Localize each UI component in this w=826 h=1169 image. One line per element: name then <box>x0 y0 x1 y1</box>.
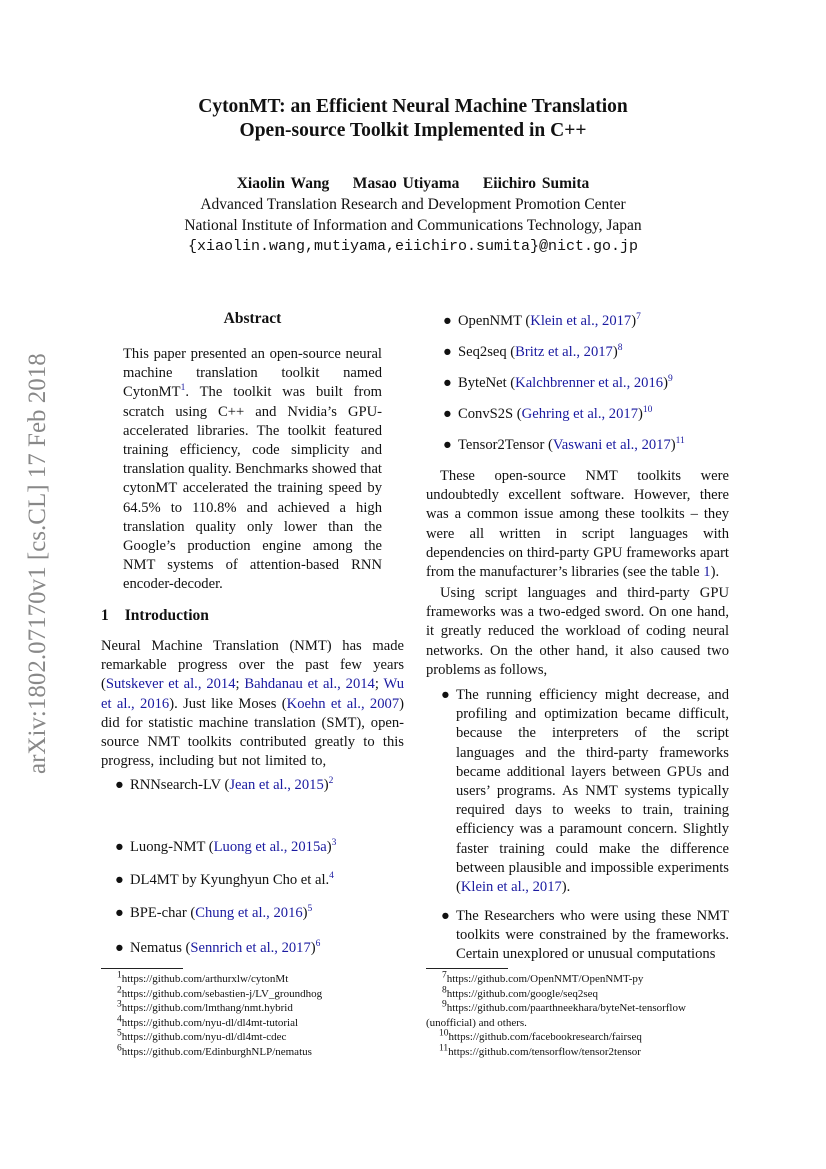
bullet-icon: ● <box>443 437 452 453</box>
text: ; <box>235 676 245 693</box>
footnote-ref[interactable]: 2 <box>328 776 334 787</box>
footnote <box>426 1001 729 1030</box>
affiliation-1: Advanced Translation Research and Development Promotion Center <box>200 196 626 213</box>
footnote <box>426 1030 729 1045</box>
footnote-url[interactable]: https://github.com/nyu-dl/dl4mt-cdec <box>121 1031 287 1044</box>
text: ) <box>326 839 332 855</box>
text: Tensor2Tensor ( <box>458 437 553 453</box>
text: ) <box>310 940 316 956</box>
footnote <box>117 1001 322 1016</box>
footnote-number: 1 <box>117 970 122 981</box>
footnote-number: 4 <box>117 1014 122 1025</box>
section-title: Introduction <box>124 607 209 624</box>
text: BPE-char ( <box>130 905 196 921</box>
text: OpenNMT ( <box>458 313 531 329</box>
footnote-number: 8 <box>442 984 447 995</box>
bullet-icon: ● <box>443 313 452 329</box>
abstract-part: . The toolkit was built from scratch using C++ and Nvidia’s GPU-accelerated libraries. The toolkit featured training efficiency, code simplicity and translation quality. Benchmarks showed that cytonMT accelerated the training speed by 64.5% to 110.8% and achieved a high translation quality only lower than the Google’s production engine among the NMT systems of attention-based RNN encoder-decoder. <box>123 384 382 593</box>
list-item-toolkit <box>443 374 673 393</box>
table-reference-link[interactable]: 1 <box>703 564 711 581</box>
list-item-toolkit <box>443 405 653 424</box>
text: The Researchers who were using these NMT toolkits were constrained by the frameworks. Certain unexplored or unusual computations <box>456 908 729 963</box>
text: ) <box>638 406 643 422</box>
bullet-icon: ● <box>443 375 452 391</box>
abstract-text <box>123 345 382 595</box>
footnote-ref[interactable]: 7 <box>636 312 641 323</box>
footnotes-left <box>117 972 322 1060</box>
bullet-icon: ● <box>115 872 124 888</box>
section-number: 1 <box>101 607 109 624</box>
footnote <box>117 972 322 987</box>
citation-link[interactable]: Kalchbrenner et al., 2016 <box>515 375 664 391</box>
text: Luong-NMT ( <box>130 839 214 855</box>
footnote-ref[interactable]: 10 <box>642 405 653 416</box>
abstract-part: This paper presented an open-source neural machine translation toolkit named CytonMT <box>123 346 382 401</box>
list-item-problem <box>441 686 729 897</box>
footnote-number: 7 <box>442 970 447 981</box>
footnote <box>117 984 323 1002</box>
list-item-toolkit <box>115 776 334 795</box>
author-block <box>0 173 826 257</box>
footnote-number: 6 <box>117 1043 122 1054</box>
list-item-toolkit <box>443 343 623 362</box>
affiliation-2: National Institute of Information and Communications Technology, Japan <box>184 217 642 234</box>
footnote-ref[interactable]: 9 <box>667 374 673 385</box>
text: ; <box>374 676 384 693</box>
text: ) did for statistic machine translation (SMT), open-source NMT toolkits contributed greatly to this progress, including but not limited to, <box>101 695 404 770</box>
text: Seq2seq ( <box>458 344 516 360</box>
text: ) <box>612 344 618 360</box>
list-item-toolkit <box>443 436 685 455</box>
paragraph <box>426 467 729 582</box>
footnote-url[interactable]: https://github.com/lmthang/nmt.hybrid <box>121 1002 293 1015</box>
footnotes-right <box>426 972 729 1060</box>
footnote-divider <box>101 968 183 969</box>
citation-link[interactable]: Britz et al., 2017 <box>515 344 613 360</box>
footnote <box>426 972 729 987</box>
footnote-url[interactable]: https://github.com/arthurxlw/cytonMt <box>121 973 289 985</box>
bullet-icon: ● <box>443 344 452 360</box>
footnote <box>426 984 729 1002</box>
text: ). <box>561 879 571 896</box>
citation-link[interactable]: Sutskever et al., 2014 <box>105 676 236 693</box>
footnote-url[interactable]: https://github.com/sebastien-j/LV_groundhog <box>121 987 323 1000</box>
text: The running efficiency might decrease, and profiling and optimization became difficult, because the interpreters of the script languages and the third-party frameworks became additional layers between GPUs and users’ programs. As NMT systems typically required days to weeks to train, training efficiency was a paramount concern. Slightly faster training could make the difference between plausible and impossible experiments ( <box>456 687 729 896</box>
author-names: Xiaolin Wang Masao Utiyama Eiichiro Sumita <box>236 175 590 192</box>
bullet-icon: ● <box>441 908 450 924</box>
citation-link[interactable]: Sennrich et al., 2017 <box>190 940 311 956</box>
paragraph: Using script languages and third-party GPU frameworks was a two-edged sword. On one hand, it greatly reduced the workload of coding neural networks. On the other hand, it also caused two problems as follows, <box>426 585 729 678</box>
citation-link[interactable]: Klein et al., 2017 <box>460 879 562 896</box>
footnote <box>426 1045 729 1060</box>
footnote-ref[interactable]: 6 <box>315 939 321 950</box>
text: Nematus ( <box>130 940 191 956</box>
citation-link[interactable]: Chung et al., 2016 <box>195 905 303 921</box>
list-item-toolkit <box>115 939 321 958</box>
text: ByteNet ( <box>458 375 516 391</box>
text: Neural Machine Translation (NMT) has made remarkable progress over the past few years ( <box>101 638 404 693</box>
text: ) <box>663 375 668 391</box>
text: ). Just like Moses ( <box>169 695 287 712</box>
bullet-icon: ● <box>115 940 124 956</box>
footnote-ref[interactable]: 4 <box>329 871 334 882</box>
bullet-icon: ● <box>441 687 450 703</box>
text: RNNsearch-LV ( <box>130 777 230 793</box>
footnote-url[interactable]: https://github.com/OpenNMT/OpenNMT-py <box>446 973 644 985</box>
list-item-toolkit <box>115 838 337 857</box>
bullet-icon: ● <box>115 839 124 855</box>
footnote-number: 11 <box>439 1043 449 1054</box>
bullet-icon: ● <box>115 905 124 921</box>
footnote-number: 10 <box>439 1028 449 1039</box>
text: ) <box>323 777 329 793</box>
arxiv-identifier: arXiv:1802.07170v1 [cs.CL] 17 Feb 2018 <box>24 353 51 774</box>
citation-link[interactable]: Bahdanau et al., 2014 <box>244 676 375 693</box>
author-emails: {xiaolin.wang,mutiyama,eiichiro.sumita}@nict.go.jp <box>187 238 639 255</box>
citation-link[interactable]: Klein et al., 2017 <box>530 313 632 329</box>
citation-link[interactable]: Jean et al., 2015 <box>229 777 324 793</box>
list-item-toolkit <box>443 312 641 331</box>
text: These open-source NMT toolkits were undoubtedly excellent software. However, there was a common issue among these toolkits – they were all written in script languages with dependencies on third-party GPU frameworks apart from the manufacturer’s libraries (see the table <box>426 468 729 581</box>
citation-link[interactable]: Koehn et al., 2007 <box>286 695 400 712</box>
footnote-divider <box>426 968 508 969</box>
footnote-ref[interactable]: 5 <box>307 904 313 915</box>
text: DL4MT by Kyunghyun Cho et al. <box>130 872 330 888</box>
citation-link[interactable]: Vaswani et al., 2017 <box>552 437 671 453</box>
footnote <box>117 1045 322 1060</box>
title-line-2: Open-source Toolkit Implemented in C++ <box>239 120 587 141</box>
text: ConvS2S ( <box>458 406 522 422</box>
footnote-ref[interactable]: 3 <box>331 838 337 849</box>
paper-title <box>0 95 826 143</box>
list-item-problem <box>441 907 729 965</box>
citation-link[interactable]: Luong et al., 2015a <box>213 839 327 855</box>
text: ) <box>302 905 308 921</box>
footnote <box>117 1030 322 1045</box>
list-item-toolkit <box>115 871 334 890</box>
footnote-ref[interactable]: 11 <box>675 436 685 447</box>
footnote-number: 3 <box>117 999 122 1010</box>
text: ). <box>710 564 720 581</box>
citation-link[interactable]: Gehring et al., 2017 <box>521 406 638 422</box>
footnote-ref[interactable]: 1 <box>180 383 186 394</box>
text: ) <box>631 313 637 329</box>
section-heading-introduction <box>101 607 209 625</box>
title-line-1: CytonMT: an Efficient Neural Machine Translation <box>198 96 628 117</box>
text: ) <box>670 437 676 453</box>
footnote-url[interactable]: https://github.com/nyu-dl/dl4mt-tutorial <box>121 1016 299 1029</box>
citation-link[interactable]: Wu et al., 2016 <box>101 676 404 712</box>
footnote-url[interactable]: https://github.com/tensorflow/tensor2tensor <box>448 1045 641 1058</box>
footnote-number: 5 <box>117 1028 122 1039</box>
footnote-ref[interactable]: 8 <box>617 343 623 354</box>
footnote <box>117 1016 322 1031</box>
footnote-url[interactable]: https://github.com/EdinburghNLP/nematus <box>121 1045 312 1058</box>
intro-paragraph <box>101 637 404 771</box>
abstract-heading: Abstract <box>223 310 282 327</box>
bullet-icon: ● <box>443 406 452 422</box>
footnote-url[interactable]: https://github.com/paarthneekhara/byteNet-tensorflow (unofficial) and others. <box>426 1002 686 1029</box>
list-item-toolkit <box>115 904 313 923</box>
footnote-number: 2 <box>117 984 122 995</box>
footnote-url[interactable]: https://github.com/facebookresearch/fairseq <box>448 1031 642 1044</box>
bullet-icon: ● <box>115 777 124 793</box>
footnote-number: 9 <box>442 999 447 1010</box>
footnote-url[interactable]: https://github.com/google/seq2seq <box>446 987 598 1000</box>
